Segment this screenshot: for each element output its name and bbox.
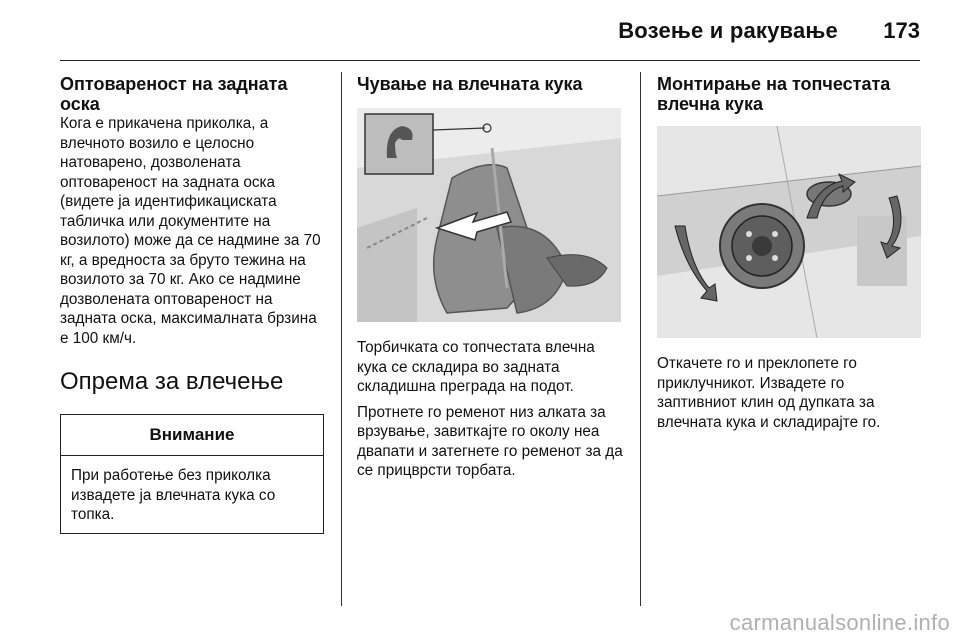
heading-storing-tow-hook: Чување на влечната кука xyxy=(357,74,583,94)
page-header xyxy=(60,0,920,61)
tow-bag-drawing xyxy=(357,108,621,322)
tow-socket-drawing xyxy=(657,126,921,338)
column-divider-1 xyxy=(341,72,342,606)
section-title: Возење и ракување xyxy=(618,18,838,43)
column-2 xyxy=(357,74,625,481)
watermark: carmanualsonline.info xyxy=(729,610,950,635)
heading-towing-equipment: Опрема за влечење xyxy=(60,368,284,395)
heading-mounting-tow-hook: Монтирање на топчестата влечна кука xyxy=(657,74,891,114)
column-1 xyxy=(60,74,325,534)
page-number: 173 xyxy=(883,18,920,43)
column-divider-2 xyxy=(640,72,641,606)
storing-caption-1: Торбичката со топчестата влечна кука се складира во задната складишна преграда на подот. xyxy=(357,339,595,395)
tow-socket-illustration xyxy=(657,126,921,338)
rear-axle-load-text: Кога е прикачена приколка, а влечното возило е целосно натоварено, дозволената оптовареност на задната оска (видете ја идентификациската табличка или документите на возилото) може да се надмине за 70 кг, а вредноста за бруто тежина на возилото за 70 кг. Ако се надмине дозволената оптовареност на задната оска, максималната брзина е 100 км/ч. xyxy=(60,115,321,347)
tow-bag-illustration xyxy=(357,108,621,322)
heading-rear-axle-load: Оптовареност на задната оска xyxy=(60,74,288,114)
storing-caption-2: Протнете го ременот низ алката за врзување, завиткајте го околу неа двапати и затегнете го ременот за да се прицврсти торбата. xyxy=(357,403,623,479)
warning-box xyxy=(60,414,324,534)
mounting-caption: Откачете го и преклопете го приклучникот. Извадете го заптивниот клин од дупката за влечната кука и складирајте го. xyxy=(657,355,881,431)
warning-text: При работење без приколка извадете ја влечната кука со топка. xyxy=(71,467,276,523)
column-3 xyxy=(657,74,922,432)
warning-title: Внимание xyxy=(61,415,323,456)
